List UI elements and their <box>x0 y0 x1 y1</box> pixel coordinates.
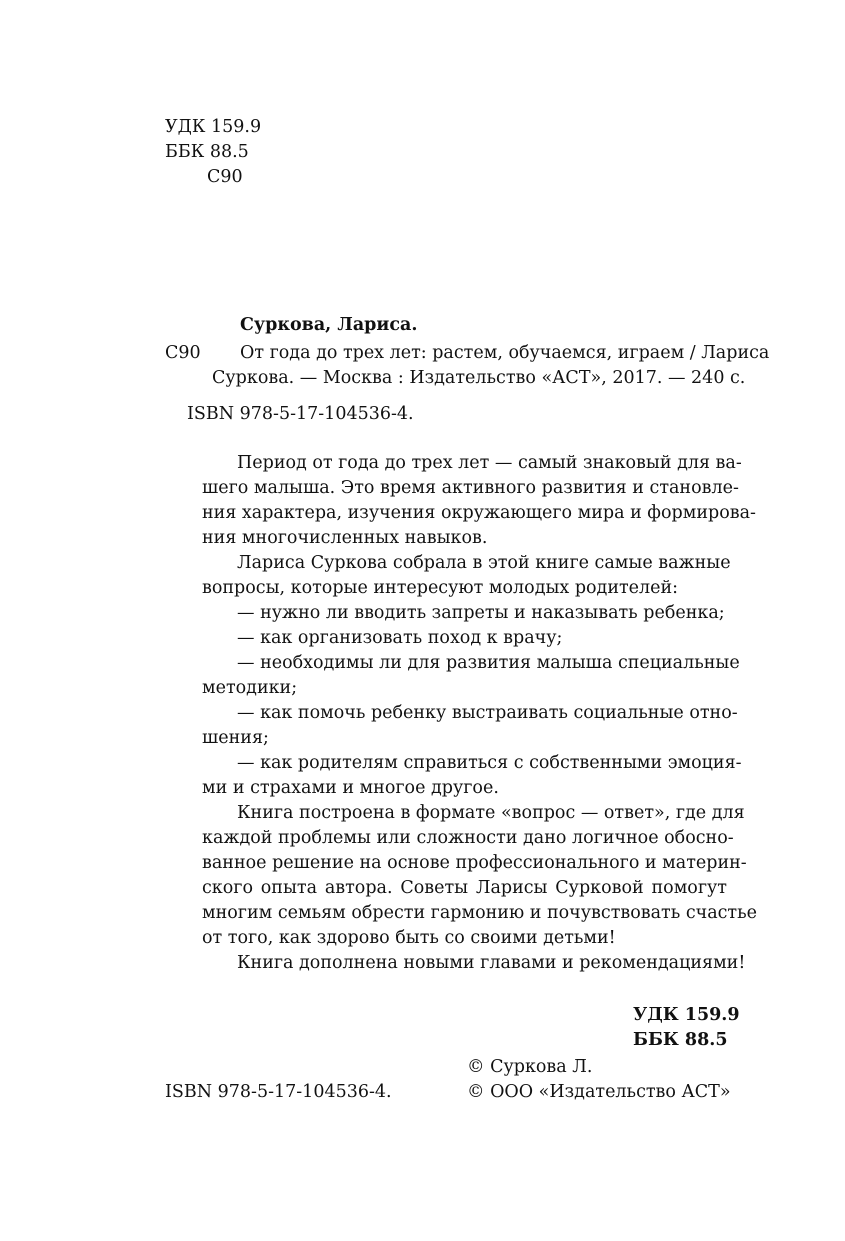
copyright-publisher: © ООО «Издательство АСТ» <box>467 1082 731 1102</box>
annotation-line: ния характера, изучения окружающего мира и формирова- <box>202 503 756 523</box>
footer-isbn: ISBN 978-5-17-104536-4. <box>165 1082 392 1102</box>
annotation-line: Книга построена в формате «вопрос — ответ», где для <box>237 803 745 823</box>
bbk-code-top: ББК 88.5 <box>165 142 249 162</box>
annotation-line: — как родителям справиться с собственными эмоция- <box>237 753 742 773</box>
annotation-line: шения; <box>202 728 269 748</box>
annotation-line: — необходимы ли для развития малыша специальные <box>237 653 740 673</box>
bib-title-line-2: Суркова. — Москва : Издательство «АСТ», 2017. — 240 с. <box>212 368 746 388</box>
annotation-text <box>202 451 757 976</box>
annotation-line: каждой проблемы или сложности дано логичное обосно- <box>202 828 734 848</box>
annotation-line: от того, как здорово быть со своими детьми! <box>202 928 616 948</box>
bib-author-mark: С90 <box>165 343 201 363</box>
bib-author: Суркова, Лариса. <box>240 315 418 335</box>
annotation-line: — как помочь ребенку выстраивать социальные отно- <box>237 703 738 723</box>
bbk-code-bottom: ББК 88.5 <box>633 1030 728 1050</box>
annotation-line: многим семьям обрести гармонию и почувствовать счастье <box>202 903 757 923</box>
annotation-line: Книга дополнена новыми главами и рекомендациями! <box>237 953 746 973</box>
udk-code-bottom: УДК 159.9 <box>633 1005 740 1025</box>
annotation-line: ванное решение на основе профессионального и материн- <box>202 853 747 873</box>
annotation-line: шего малыша. Это время активного развития и становле- <box>202 478 739 498</box>
annotation-line: — как организовать поход к врачу; <box>237 628 563 648</box>
annotation-line: ского опыта автора. Советы Ларисы Сурковой помогут <box>202 878 727 898</box>
annotation-line: ми и страхами и многое другое. <box>202 778 499 798</box>
annotation-line: — нужно ли вводить запреты и наказывать ребенка; <box>237 603 725 623</box>
annotation-line: Период от года до трех лет — самый знаковый для ва- <box>237 453 742 473</box>
annotation-line: Лариса Суркова собрала в этой книге самые важные <box>237 553 731 573</box>
copyright-author: © Суркова Л. <box>467 1057 593 1077</box>
annotation-line: методики; <box>202 678 298 698</box>
annotation-line: ния многочисленных навыков. <box>202 528 488 548</box>
udk-code-top: УДК 159.9 <box>165 117 262 137</box>
bib-isbn: ISBN 978-5-17-104536-4. <box>187 404 414 424</box>
annotation-line: вопросы, которые интересуют молодых родителей: <box>202 578 679 598</box>
bib-title-line-1: От года до трех лет: растем, обучаемся, играем / Лариса <box>240 343 770 363</box>
author-mark-top: С90 <box>207 167 243 187</box>
